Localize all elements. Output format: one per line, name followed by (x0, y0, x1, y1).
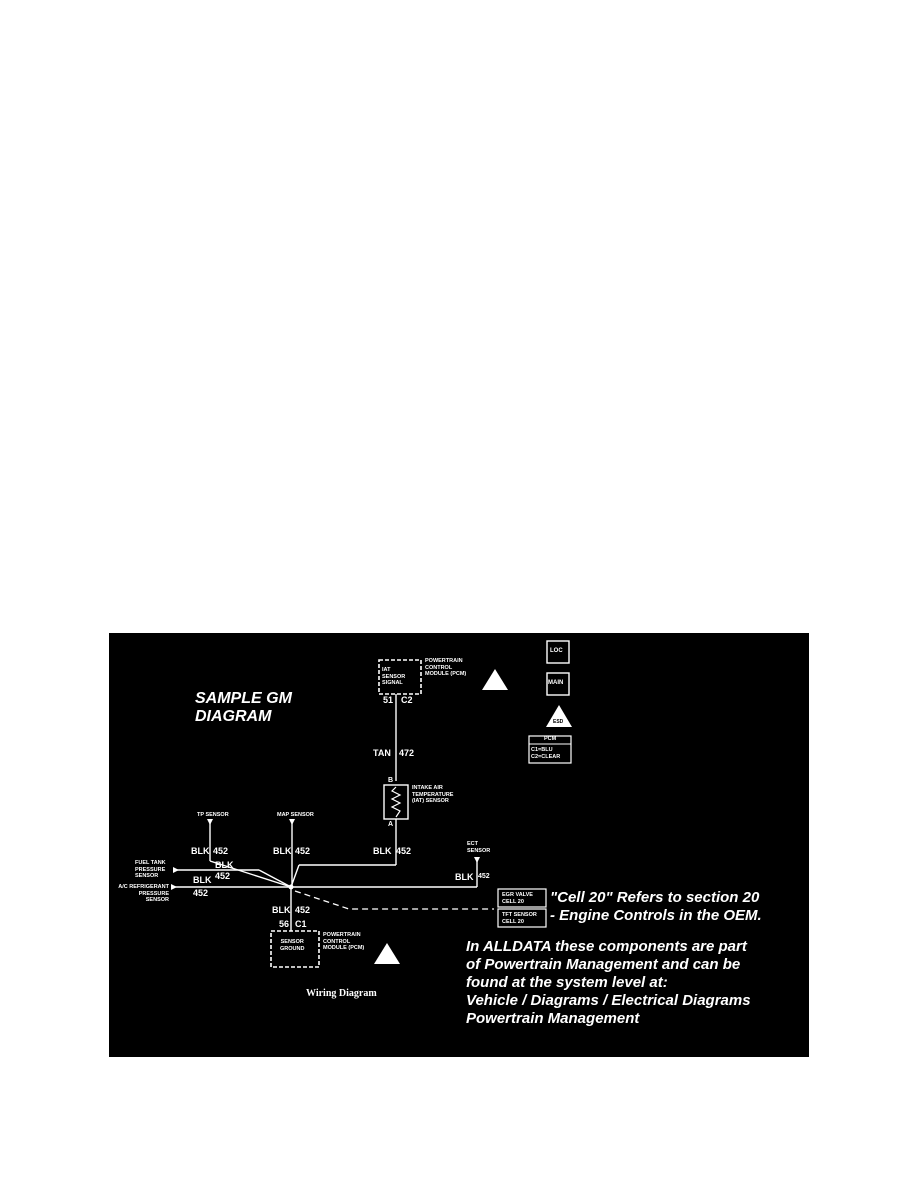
map-sensor-arrow (289, 819, 295, 825)
diagram-title: SAMPLE GM DIAGRAM (195, 690, 292, 725)
main-icon-text: MAIN (548, 680, 564, 686)
iat-ground-wire-circuit: 452 (396, 846, 412, 856)
pcm-top-connector: C2 (401, 695, 413, 705)
ect-sensor-label: ECT SENSOR (467, 841, 491, 854)
iat-sensor-label: INTAKE AIR TEMPERATURE (IAT) SENSOR (412, 785, 454, 804)
ground-wire-circuit: 452 (295, 905, 311, 915)
pcm-legend-text: C1=BLU C2=CLEAR (531, 747, 561, 760)
iat-resistor-symbol (392, 787, 400, 817)
ac-wire-circuit: 452 (193, 888, 209, 898)
loc-icon-text: LOC (550, 648, 563, 654)
ac-wire-color: BLK (193, 875, 212, 885)
ect-wire-color: BLK (455, 872, 474, 882)
pcm-bottom-label: POWERTRAIN CONTROL MODULE (PCM) (323, 932, 365, 951)
esd-icon-text: ESD (553, 719, 564, 725)
iat-sensor-box (384, 785, 408, 819)
ground-wire-color: BLK (272, 905, 291, 915)
pcm-top-pin: 51 (383, 695, 394, 705)
ground-pin: 56 (279, 919, 290, 929)
tp-sensor-label: TP SENSOR (197, 812, 229, 818)
fuel-tank-wire-circuit: 452 (215, 871, 231, 881)
pcm-legend-title: PCM (544, 736, 557, 742)
cell-20-note: "Cell 20" Refers to section 20 - Engine Controls in the OEM. (550, 889, 762, 924)
tft-cell-text: TFT SENSOR CELL 20 (502, 912, 537, 925)
dashed-cell-link (295, 891, 494, 909)
tp-sensor-arrow (207, 819, 213, 825)
iat-ground-wire-color: BLK (373, 846, 392, 856)
iat-pin-a: A (388, 821, 394, 828)
ground-connector: C1 (295, 919, 307, 929)
pcm-top-label: POWERTRAIN CONTROL MODULE (PCM) (425, 658, 467, 677)
wiring-diagram-panel (109, 633, 809, 1057)
fuel-tank-wire-color: BLK (215, 860, 234, 870)
alldata-note: In ALLDATA these components are part of Powertrain Management and can be found at the system level at: Vehicle / Diagrams / Electrical Diagrams Powertrain Management (466, 938, 751, 1027)
wire-tan-circuit: 472 (399, 748, 415, 758)
ac-sensor-label: A/C REFRIGERANT PRESSURE SENSOR (118, 884, 169, 903)
map-sensor-label: MAP SENSOR (277, 812, 314, 818)
fuel-tank-sensor-label: FUEL TANK PRESSURE SENSOR (135, 860, 166, 879)
diagram-caption: Wiring Diagram (306, 988, 377, 999)
wire-tan-color: TAN (373, 748, 391, 758)
egr-cell-text: EGR VALVE CELL 20 (502, 892, 533, 905)
pcm-bottom-box-text: SENSOR GROUND (280, 939, 305, 952)
pcm-top-box-text: IAT SENSOR SIGNAL (382, 667, 406, 686)
tp-wire-color: BLK (191, 846, 210, 856)
esd-triangle-bottom-icon (374, 943, 400, 964)
map-wire-color: BLK (273, 846, 292, 856)
iat-pin-b: B (388, 777, 394, 784)
tp-wire-circuit: 452 (213, 846, 229, 856)
ect-wire-circuit: 452 (478, 873, 490, 880)
map-wire-circuit: 452 (295, 846, 311, 856)
esd-triangle-top-icon (482, 669, 508, 690)
